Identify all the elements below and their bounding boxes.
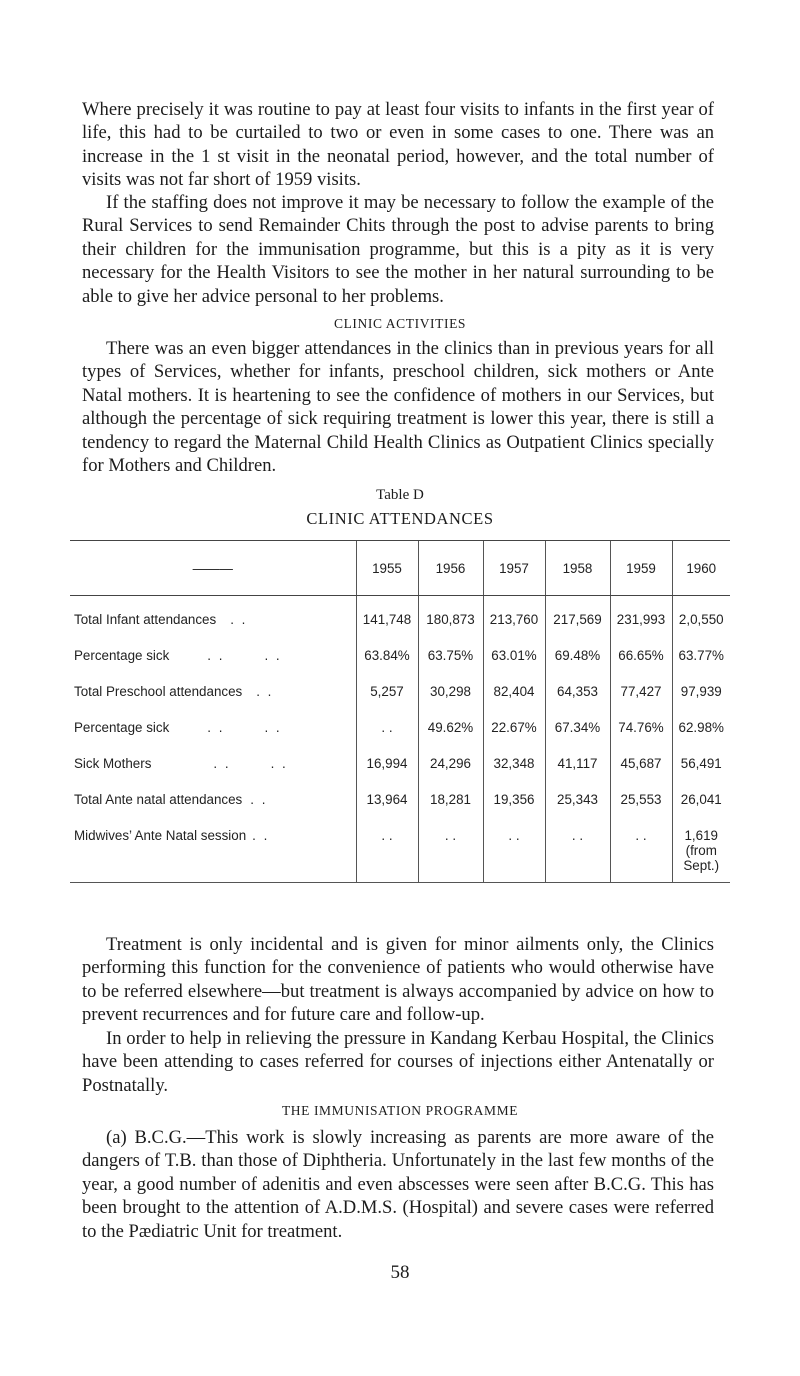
table-row (70, 828, 730, 883)
row-label: Midwives’ Ante Natal session (74, 828, 247, 843)
table-cell: 141,748 (356, 612, 418, 648)
table-cell: 30,298 (418, 684, 483, 720)
table-cell: 45,687 (610, 756, 672, 792)
table-row (70, 612, 730, 648)
table-row (70, 720, 730, 756)
table-cell: 217,569 (545, 612, 610, 648)
year-header: 1959 (610, 541, 672, 596)
table-cell-note: Sept.) (683, 858, 720, 873)
table-cell: 63.84% (356, 648, 418, 684)
dot-leader: . . (252, 828, 270, 843)
table-cell: 13,964 (356, 792, 418, 828)
dot-leader: . . . . (207, 648, 282, 663)
table-row (70, 756, 730, 792)
table-cell: . . (545, 828, 610, 883)
dot-leader: . . . . (213, 756, 288, 771)
table-cell: 5,257 (356, 684, 418, 720)
paragraph-treatment: Treatment is only incidental and is given for minor ailments only, the Clinics performing this function for the convenience of patients who would otherwise have to be referred elsewhere—but treatment is always accompanied by advice on how to prevent recurrences and for future care and follow-up. (82, 934, 714, 1026)
table-title: CLINIC ATTENDANCES (306, 509, 494, 528)
table-label: Table D (376, 487, 424, 503)
table-cell: 180,873 (418, 612, 483, 648)
paragraph-bcg: (a) B.C.G.—This work is slowly increasing as parents are more aware of the dangers of T.B. than those of Diphtheria. Unfortunately in the last few months of the year, a good number of adenitis and even abscesses were seen after B.C.G. This has been brought to the attention of A.D.M.S. (Hospital) and severe cases were referred to the Pædiatric Unit for treatment. (82, 1127, 714, 1242)
heading-clinic-activities: CLINIC ACTIVITIES (333, 316, 467, 331)
table-cell: 63.77% (672, 648, 730, 684)
table-cell: 22.67% (483, 720, 545, 756)
paragraph-clinic-attendances: There was an even bigger attendances in the clinics than in previous years for all types of Services, whether for infants, preschool children, sick mothers or Ante Natal mothers. It is heartening to see the confidence of mothers in our Services, but although the percentage of sick requiring treatment is lower this year, there is still a tendency to regard the Maternal Child Health Clinics as Outpatient Clinics specially for Mothers and Children. (82, 338, 714, 477)
table-cell: 66.65% (610, 648, 672, 684)
table-cell: 2,0,550 (672, 612, 730, 648)
table-cell: 25,343 (545, 792, 610, 828)
paragraph-kandang-kerbau: In order to help in relieving the pressure in Kandang Kerbau Hospital, the Clinics have been attending to cases referred for courses of injections either Antenatally or Postnatally. (82, 1028, 714, 1096)
table-cell: 64,353 (545, 684, 610, 720)
table-cell: 97,939 (672, 684, 730, 720)
table-cell: . . (483, 828, 545, 883)
dot-leader: . . (250, 792, 268, 807)
table-cell: 24,296 (418, 756, 483, 792)
table-cell: 56,491 (672, 756, 730, 792)
table-row (70, 792, 730, 828)
table-corner-cell: ——— (70, 541, 356, 596)
dot-leader: . . . . (207, 720, 282, 735)
row-label: Sick Mothers (74, 756, 152, 771)
year-header: 1955 (356, 541, 418, 596)
year-header: 1960 (672, 541, 730, 596)
table-cell-value: 1,619 (684, 828, 718, 843)
clinic-attendances-table (70, 540, 730, 883)
table-row (70, 648, 730, 684)
table-cell: 32,348 (483, 756, 545, 792)
row-label: Percentage sick (74, 648, 170, 663)
table-cell: 77,427 (610, 684, 672, 720)
year-header: 1958 (545, 541, 610, 596)
table-cell: 82,404 (483, 684, 545, 720)
table-cell: 62.98% (672, 720, 730, 756)
table-cell: 49.62% (418, 720, 483, 756)
row-label: Total Infant attendances (74, 612, 217, 627)
year-header: 1956 (418, 541, 483, 596)
table-cell: 41,117 (545, 756, 610, 792)
table-cell: . . (418, 828, 483, 883)
table-cell: 26,041 (672, 792, 730, 828)
table-cell: 19,356 (483, 792, 545, 828)
table-cell: 63.75% (418, 648, 483, 684)
paragraph-visits: Where precisely it was routine to pay at least four visits to infants in the first year of life, this had to be curtailed to two or even in some cases to one. There was an increase in the 1 st visit in the neonatal period, however, and the total number of visits was not far short of 1959 visits. (82, 99, 714, 191)
table-cell: 213,760 (483, 612, 545, 648)
table-cell: 231,993 (610, 612, 672, 648)
row-label: Total Preschool attendances (74, 684, 243, 699)
table-cell: 63.01% (483, 648, 545, 684)
year-header: 1957 (483, 541, 545, 596)
table-cell (672, 828, 730, 883)
page-number: 58 (390, 1262, 410, 1283)
table-cell: 25,553 (610, 792, 672, 828)
table-cell: . . (356, 828, 418, 883)
table-cell: 67.34% (545, 720, 610, 756)
table-cell: . . (610, 828, 672, 883)
row-label: Total Ante natal attendances (74, 792, 243, 807)
table-cell-note: (from (685, 843, 717, 858)
row-label: Percentage sick (74, 720, 170, 735)
table-header-row (70, 541, 730, 596)
dot-leader: . . (256, 684, 274, 699)
table-cell: 16,994 (356, 756, 418, 792)
table-cell: 69.48% (545, 648, 610, 684)
table-row (70, 684, 730, 720)
dot-leader: . . (230, 612, 248, 627)
heading-immunisation: THE IMMUNISATION PROGRAMME (281, 1103, 519, 1118)
table-cell: 18,281 (418, 792, 483, 828)
table-cell: 74.76% (610, 720, 672, 756)
paragraph-staffing: If the staffing does not improve it may be necessary to follow the example of the Rural Services to send Remainder Chits through the post to advise parents to bring their children for the immunisation programme, but this is a pity as it is very necessary for the Health Visitors to see the mother in her natural surrounding to be able to give her advice personal to her problems. (82, 192, 714, 307)
table-cell: . . (356, 720, 418, 756)
